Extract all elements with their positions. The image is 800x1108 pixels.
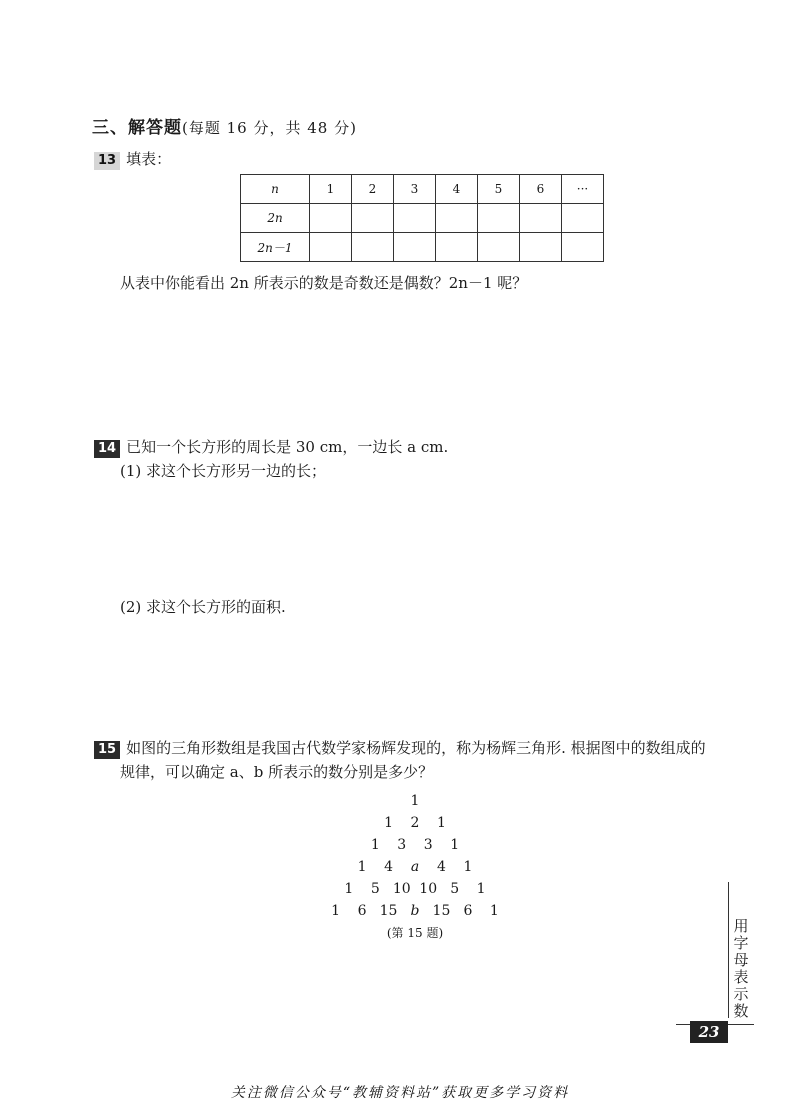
triangle-number: 15 <box>379 903 398 919</box>
table-row <box>241 204 604 233</box>
fill-table <box>240 174 604 262</box>
triangle-number: 1 <box>436 815 446 831</box>
triangle-number: 6 <box>357 903 367 919</box>
triangle-row <box>0 834 800 856</box>
table-cell: 4 <box>436 175 478 204</box>
triangle-number: 1 <box>370 837 380 853</box>
blank-cell[interactable] <box>310 233 352 262</box>
triangle-number: 1 <box>410 793 420 809</box>
triangle-number: 1 <box>489 903 499 919</box>
question-text: 填表： <box>126 150 172 168</box>
blank-cell[interactable] <box>478 204 520 233</box>
blank-cell[interactable] <box>394 204 436 233</box>
triangle-number: 4 <box>384 859 393 875</box>
triangle-row <box>0 812 800 834</box>
triangle-number: 3 <box>397 837 407 853</box>
chapter-tab-label: 用字母表示数 <box>733 917 749 1020</box>
question-14-part-2: (2) 求这个长方形的面积. <box>120 598 286 616</box>
section-note: (每题 16 分，共 48 分) <box>182 119 357 137</box>
triangle-number: 4 <box>436 859 446 875</box>
triangle-number: 3 <box>423 837 433 853</box>
page-number: 23 <box>690 1021 728 1043</box>
triangle-number: 5 <box>370 881 380 897</box>
table-row-label: 2n <box>241 204 310 233</box>
triangle-number: b <box>410 903 420 919</box>
triangle-number: 5 <box>450 881 460 897</box>
table-cell: 1 <box>310 175 352 204</box>
footer-note: 关注微信公众号“教辅资料站”获取更多学习资料 <box>230 1085 570 1101</box>
triangle-row <box>0 900 800 922</box>
blank-cell[interactable] <box>436 233 478 262</box>
question-15 <box>94 737 706 759</box>
section-title: 三、解答题(每题 16 分，共 48 分) <box>92 118 357 138</box>
triangle-number: 1 <box>357 859 367 875</box>
question-15-line-2: 规律，可以确定 a、b 所表示的数分别是多少？ <box>120 763 434 781</box>
triangle-number: 10 <box>419 881 438 897</box>
triangle-row <box>0 856 800 878</box>
question-14 <box>94 436 448 458</box>
blank-cell[interactable] <box>394 233 436 262</box>
blank-cell[interactable] <box>520 204 562 233</box>
figure-caption: (第 15 题) <box>386 926 444 940</box>
question-number: 13 <box>94 152 120 170</box>
question-number: 14 <box>94 440 120 458</box>
blank-cell[interactable] <box>562 233 604 262</box>
triangle-number: 1 <box>384 815 393 831</box>
yang-hui-triangle <box>0 790 800 944</box>
question-number: 15 <box>94 741 120 759</box>
triangle-row <box>0 790 800 812</box>
table-header-row <box>241 175 604 204</box>
triangle-number: 1 <box>476 881 486 897</box>
table-cell: 2 <box>352 175 394 204</box>
table-cell: 5 <box>478 175 520 204</box>
blank-cell[interactable] <box>478 233 520 262</box>
triangle-number: 1 <box>463 859 473 875</box>
blank-cell[interactable] <box>352 233 394 262</box>
question-text: 如图的三角形数组是我国古代数学家杨辉发现的，称为杨辉三角形. 根据图中的数组成的 <box>126 739 706 757</box>
blank-cell[interactable] <box>352 204 394 233</box>
question-13-prompt: 从表中你能看出 2n 所表示的数是奇数还是偶数？2n－1 呢？ <box>120 274 528 292</box>
triangle-number: 1 <box>344 881 354 897</box>
table-cell: 3 <box>394 175 436 204</box>
blank-cell[interactable] <box>436 204 478 233</box>
question-text: 已知一个长方形的周长是 30 cm，一边长 a cm. <box>126 438 449 456</box>
triangle-number: 15 <box>432 903 451 919</box>
table-cell: n <box>241 175 310 204</box>
question-14-part-1: (1) 求这个长方形另一边的长； <box>120 462 327 480</box>
table-cell: ··· <box>562 175 604 204</box>
table-row-label: 2n－1 <box>241 233 310 262</box>
triangle-number: 1 <box>331 903 341 919</box>
blank-cell[interactable] <box>520 233 562 262</box>
triangle-number: 1 <box>450 837 460 853</box>
triangle-number: 6 <box>463 903 473 919</box>
blank-cell[interactable] <box>562 204 604 233</box>
question-13 <box>94 148 171 170</box>
triangle-number: 2 <box>410 815 420 831</box>
triangle-number: 10 <box>392 881 411 897</box>
table-cell: 6 <box>520 175 562 204</box>
blank-cell[interactable] <box>310 204 352 233</box>
table-row <box>241 233 604 262</box>
triangle-row <box>0 878 800 900</box>
triangle-number: a <box>410 859 420 875</box>
